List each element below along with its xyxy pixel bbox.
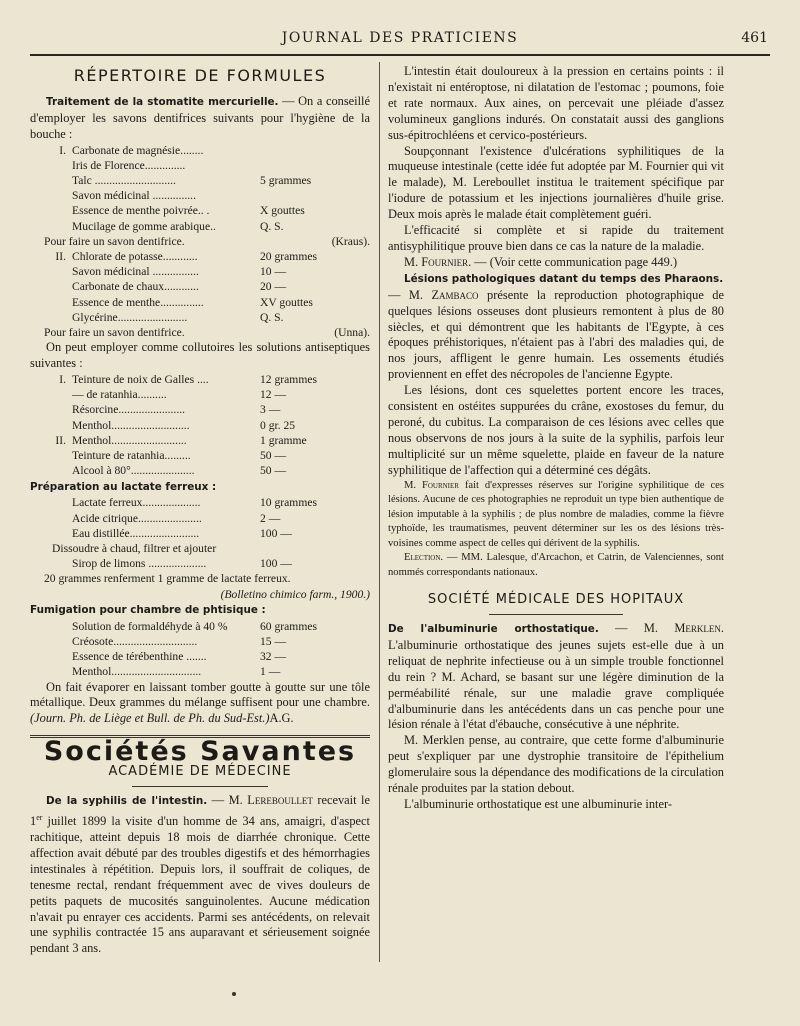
fournier-reserves (388, 479, 724, 552)
formula-2-purpose: Pour faire un savon dentifrice. (44, 326, 185, 340)
formula-line (30, 511, 370, 526)
formula-line (30, 249, 370, 264)
ingredient-quantity: 12 grammes (260, 373, 317, 387)
formula-line (30, 173, 370, 188)
formula-number (30, 387, 72, 402)
ingredient-name: Menthol............................... (72, 665, 202, 679)
syphilis-dash: — M. (207, 793, 248, 808)
ingredient-name: Résorcine....................... (72, 403, 186, 417)
election-label: Election (404, 552, 441, 564)
ingredient-name: Carbonate de chaux............ (72, 280, 199, 294)
formula-1-source: (Kraus). (331, 234, 370, 248)
page-number: 461 (741, 30, 768, 46)
printer-dot (232, 992, 236, 996)
formula-number (30, 402, 72, 417)
formula-number (30, 219, 72, 234)
formula-number: II. (55, 250, 66, 264)
ingredient-quantity: 50 — (260, 449, 287, 463)
ingredient-name: Savon médicinal ............... (72, 189, 196, 203)
fumigation-initials: A.G. (269, 711, 294, 726)
ingredient-name: Alcool à 80°...................... (72, 464, 195, 478)
formula-line (30, 203, 370, 218)
ingredient-name: — de ratanhia.......... (72, 388, 167, 402)
formula-line (30, 634, 370, 649)
zambaco-text: présente la reproduction photographique de quelques lésions osseuses dont plusieurs remontent à plus de 80 siècles, et qui démontrent que les habitants de l'Egypte, à ces époques préhistoriques, n'étaient pas à l'abri des maladies qui, de nos jours, affligent le genre humain. Les ossements étudiés proviennent en effet des nécropoles de l'ancienne Egypte. (388, 287, 724, 382)
formula-line (30, 619, 370, 634)
fumigation-text (30, 680, 370, 728)
formula-line (30, 649, 370, 664)
formula-1-end (30, 234, 370, 249)
albumin-paragraph-1 (388, 621, 724, 733)
ingredient-name: Eau distillée........................ (72, 526, 200, 540)
formula-line (30, 158, 370, 173)
fumigation-heading-line (30, 602, 370, 619)
formula-line (30, 219, 370, 234)
zambaco-paragraph-2: Les lésions, dont ces squelettes portent encore les traces, consistent en ostéites suppurées du crâne, exostoses du femur, du peroné, du cubitus. La comparaison de ces lésions avec celles que nous observons de nos jours à la suite de la syphilis, parfois leur multiplicité sur un même squelette, plaide en faveur de la nature syphilitique de l'affection qui a déterminé ces dégâts. (388, 383, 724, 477)
formula-number (30, 279, 72, 294)
formula-line (30, 402, 370, 417)
formula-line (30, 387, 370, 402)
lactate-heading: Préparation au lactate ferreux : (30, 480, 217, 493)
fumigation-instructions: On fait évaporer en laissant tomber goutte à goutte sur une tôle métallique. Deux grammes du mélange suffisent pour une chambre. (30, 679, 370, 710)
left-column (30, 64, 370, 957)
ingredient-quantity (260, 188, 370, 203)
ingredient-quantity: XV gouttes (260, 295, 313, 309)
formula-number (30, 310, 72, 325)
stomatite-paragraph (30, 94, 370, 143)
ingredient-name: Carbonate de magnésie........ (72, 143, 204, 157)
academie-rule (132, 786, 268, 787)
ingredient-quantity: 1 — (260, 665, 281, 679)
albumin-text: . L'albuminurie orthostatique des jeunes sujets est-elle due à un reliquat de nephrite infectieuse ou à un simple trouble fonctionnel du rein ? M. Achard, se basant sur une légère diminution de la perméabilité rénale, sur une maladie grave compliquée d'albuminurie dans les antécédents dans un cas penche pour une lésion rénale à l'état d'ébauche, consécutive à une néphrite. (388, 620, 724, 732)
formula-number (30, 463, 72, 478)
formula-line (30, 188, 370, 203)
running-title: JOURNAL DES PRATICIENS (281, 30, 519, 46)
ingredient-quantity: 32 — (260, 650, 287, 664)
ingredient-quantity: X gouttes (260, 204, 305, 218)
fournier-reference (388, 255, 724, 271)
syphilis-heading: De la syphilis de l'intestin. (46, 795, 208, 808)
ingredient-name: Essence de menthe............... (72, 295, 204, 309)
ingredient-name: Acide citrique...................... (72, 511, 202, 525)
formula-line (30, 433, 370, 448)
election-text: . — MM. Lalesque, d'Arcachon, et Catrin, de Valenciennes, sont nommés correspondants nationaux. (388, 552, 724, 578)
lactate-heading-line (30, 479, 370, 496)
formula-number: I. (59, 143, 66, 157)
formula-number (30, 418, 72, 433)
formula-5-list (30, 619, 370, 680)
formula-1-list (30, 143, 370, 234)
collutoires-intro: On peut employer comme collutoires les solutions antiseptiques suivantes : (30, 340, 370, 371)
ingredient-quantity: 100 — (260, 526, 292, 540)
pharaons-heading-line (388, 271, 724, 288)
ingredient-name: Menthol.......................... (72, 433, 187, 447)
formula-number (30, 295, 72, 310)
formula-number (30, 203, 72, 218)
ingredient-name: Teinture de ratanhia......... (72, 449, 191, 463)
formula-line (30, 448, 370, 463)
albumin-dash: — M. (598, 620, 675, 635)
ingredient-name: Lactate ferreux.................... (72, 496, 201, 510)
formula-line (30, 495, 370, 510)
societes-title: Sociétés Savantes (43, 736, 357, 768)
ingredient-quantity: 15 — (260, 634, 287, 648)
ingredient-name: Solution de formaldéhyde à 40 % (72, 619, 228, 633)
ingredient-quantity: 60 grammes (260, 619, 317, 633)
formula-number (30, 188, 72, 203)
ingredient-quantity: 2 — (260, 511, 281, 525)
stomatite-heading: Traitement de la stomatite mercurielle. (46, 95, 279, 108)
syphilis-paragraph-1 (30, 793, 370, 957)
fournier-name: Fournier (421, 254, 469, 269)
ingredient-name: Talc ............................ (72, 174, 176, 188)
ingredient-name: Teinture de noix de Galles .... (72, 373, 209, 387)
albumin-paragraph-2: M. Merklen pense, au contraire, que cette forme d'albuminurie peut s'expliquer par une dystrophie transitoire de l'épithelium glomerulaire sous la dépendance des modifications de la circulation rénale produites par la station debout. (388, 733, 724, 796)
formula-number (30, 158, 72, 173)
fournier2-text: fait d'expresses réserves sur l'origine syphilitique de ces lésions. Aucune de ces photographies ne reproduit un type bien authentique de lésion imputable à la syphilis ; de plus nombre de maladies, comme la fièvre typhoïde, les traumatismes, peuvent déterminer sur les os des lésions très-voisines comme aspect de celles qui dérivent de la syphilis. (388, 479, 724, 549)
formula-3-list (30, 372, 370, 478)
ingredient-name: Menthol........................... (72, 418, 190, 432)
syphilis-paragraph-4: L'efficacité si complète et si rapide du traitement antisyphilitique prouve bien dans ce cas la nature de la maladie. (388, 223, 724, 253)
syphilis-sup: er (36, 812, 43, 822)
formula-line (30, 664, 370, 679)
fournier-text: . — (Voir cette communication page 449.) (468, 254, 678, 269)
formula-number (30, 649, 72, 664)
formulas-title: RÉPERTOIRE DE FORMULES (73, 66, 327, 85)
formula-4-note: 20 grammes renferment 1 gramme de lactate ferreux. (44, 572, 291, 586)
formula-line (30, 526, 370, 541)
fournier2-name: Fournier (421, 479, 459, 491)
formula-line (30, 264, 370, 279)
academie-title: ACADÉMIE DE MÉDECINE (108, 764, 292, 780)
formula-2-list (30, 249, 370, 325)
formula-line (30, 372, 370, 387)
formula-number (30, 526, 72, 541)
column-divider (379, 62, 380, 962)
ingredient-quantity (260, 143, 370, 158)
formula-number (30, 634, 72, 649)
fournier-prefix: M. (404, 254, 422, 269)
ingredient-name: Glycérine........................ (72, 310, 188, 324)
zambaco-paragraph (388, 288, 724, 383)
formula-4-syrup (30, 556, 370, 571)
hopitaux-title: SOCIÉTÉ MÉDICALE DES HOPITAUX (427, 592, 685, 608)
albumin-paragraph-3: L'albuminurie orthostatique est une albuminurie inter- (404, 796, 672, 811)
formula-number (30, 448, 72, 463)
stomatite-intro: — On a conseillé d'employer les savons dentifrices suivants pour l'hygiène de la bouche : (30, 93, 370, 141)
formula-number (30, 495, 72, 510)
pharaons-heading: Lésions pathologiques datant du temps des Pharaons. (404, 272, 724, 285)
hopitaux-rule (489, 614, 623, 615)
ingredient-quantity: 20 grammes (260, 250, 317, 264)
formula-number: II. (55, 433, 66, 447)
formula-line (30, 310, 370, 325)
formula-number (30, 664, 72, 679)
syphilis-text-c: juillet 1899 la visite d'un homme de 34 ans, amaigri, d'aspect rachitique, atteint depuis 18 mois de diarrhée chronique. Cette affection avait débuté par des troubles digestifs et des hémorrhagies intestinales à répétition. Depuis lors, il souffrait de coliques, de tenesme rectal, rendant fréquemment avec de vives douleurs de petits paquets de mucosités sanguinolentes. Aucune médication n'avait pu enrayer ces accidents. Parmi ses antécédents, on relevait une syphilis contractée 15 ans auparavant et sérieusement soignée pendant 3 ans. (30, 814, 370, 956)
syphilis-author: Lereboullet (247, 793, 313, 808)
ingredient-quantity: 12 — (260, 388, 287, 402)
ingredient-name: Savon médicinal ................ (72, 265, 199, 279)
syphilis-paragraph-2: L'intestin était douloureux à la pression en certains points : il n'existait ni entéroptose, ni dilatation de l'estomac ; poumons, foie et rate normaux. Aux aines, on percevait une pléiade d'assez volumineux ganglions indurés. On constatait aussi des ganglions sus-épitrochléens et cervico-postérieurs. (388, 64, 724, 142)
fournier2-prefix: M. (404, 479, 422, 491)
syphilis-text-b: recevait le 1 (30, 793, 370, 829)
ingredient-quantity: 5 grammes (260, 174, 312, 188)
formula-number: I. (59, 373, 66, 387)
formula-number (30, 511, 72, 526)
formula-4-syrup-label: Sirop de limons .................... (72, 557, 207, 571)
formula-line (30, 279, 370, 294)
formula-line (30, 463, 370, 478)
albumin-name: Merklen (674, 620, 721, 635)
formula-number (30, 619, 72, 634)
formula-2-end (30, 325, 370, 340)
formula-1-purpose: Pour faire un savon dentifrice. (44, 234, 185, 248)
formula-line (30, 143, 370, 158)
ingredient-quantity: 0 gr. 25 (260, 418, 296, 432)
right-column (388, 64, 724, 813)
formula-number (30, 173, 72, 188)
ingredient-name: Essence de térébenthine ....... (72, 650, 207, 664)
fumigation-source: (Journ. Ph. de Liège et Bull. de Ph. du Sud-Est.) (30, 711, 270, 726)
ingredient-quantity: Q. S. (260, 219, 284, 233)
formula-line (30, 295, 370, 310)
ingredient-quantity: 10 — (260, 265, 287, 279)
zambaco-name: Zambaco (431, 287, 479, 302)
election-paragraph (388, 551, 724, 580)
albumin-heading: De l'albuminurie orthostatique. (388, 622, 599, 635)
ingredient-name: Mucilage de gomme arabique.. (72, 219, 216, 233)
formula-4-list (30, 495, 370, 541)
formula-number (30, 264, 72, 279)
running-head (30, 30, 770, 52)
ingredient-quantity: 20 — (260, 280, 287, 294)
ingredient-quantity: 1 gramme (260, 433, 307, 447)
ingredient-quantity: Q. S. (260, 310, 284, 324)
ingredient-quantity: 50 — (260, 464, 287, 478)
ingredient-name: Iris de Florence.............. (72, 158, 186, 172)
syphilis-paragraph-3: Soupçonnant l'existence d'ulcérations syphilitiques de la muqueuse intestinale (cette idée fut adoptée par M. Fournier qui vit le malade), M. Lereboullet institua le traitement spécifique par l'iodure de potassium et les injections journalières d'huile grise. Deux mois après le malade était complètement guéri. (388, 143, 724, 222)
ingredient-quantity: 3 — (260, 403, 281, 417)
formula-4-source: (Bolletino chimico farm., 1900.) (220, 587, 370, 601)
zambaco-prefix: — M. (388, 287, 432, 302)
formula-4-syrup-qty: 100 — (260, 557, 292, 571)
formula-2-source: (Unna). (334, 326, 370, 340)
ingredient-quantity: 10 grammes (260, 496, 317, 510)
header-rule (30, 54, 770, 56)
formula-4-dissolve: Dissoudre à chaud, filtrer et ajouter (52, 542, 217, 556)
ingredient-name: Chlorate de potasse............ (72, 250, 198, 264)
formula-line (30, 418, 370, 433)
ingredient-name: Essence de menthe poivrée.. . (72, 204, 210, 218)
ingredient-name: Créosote............................. (72, 634, 198, 648)
fumigation-heading: Fumigation pour chambre de phtisique : (30, 603, 266, 616)
ingredient-quantity (260, 158, 370, 173)
